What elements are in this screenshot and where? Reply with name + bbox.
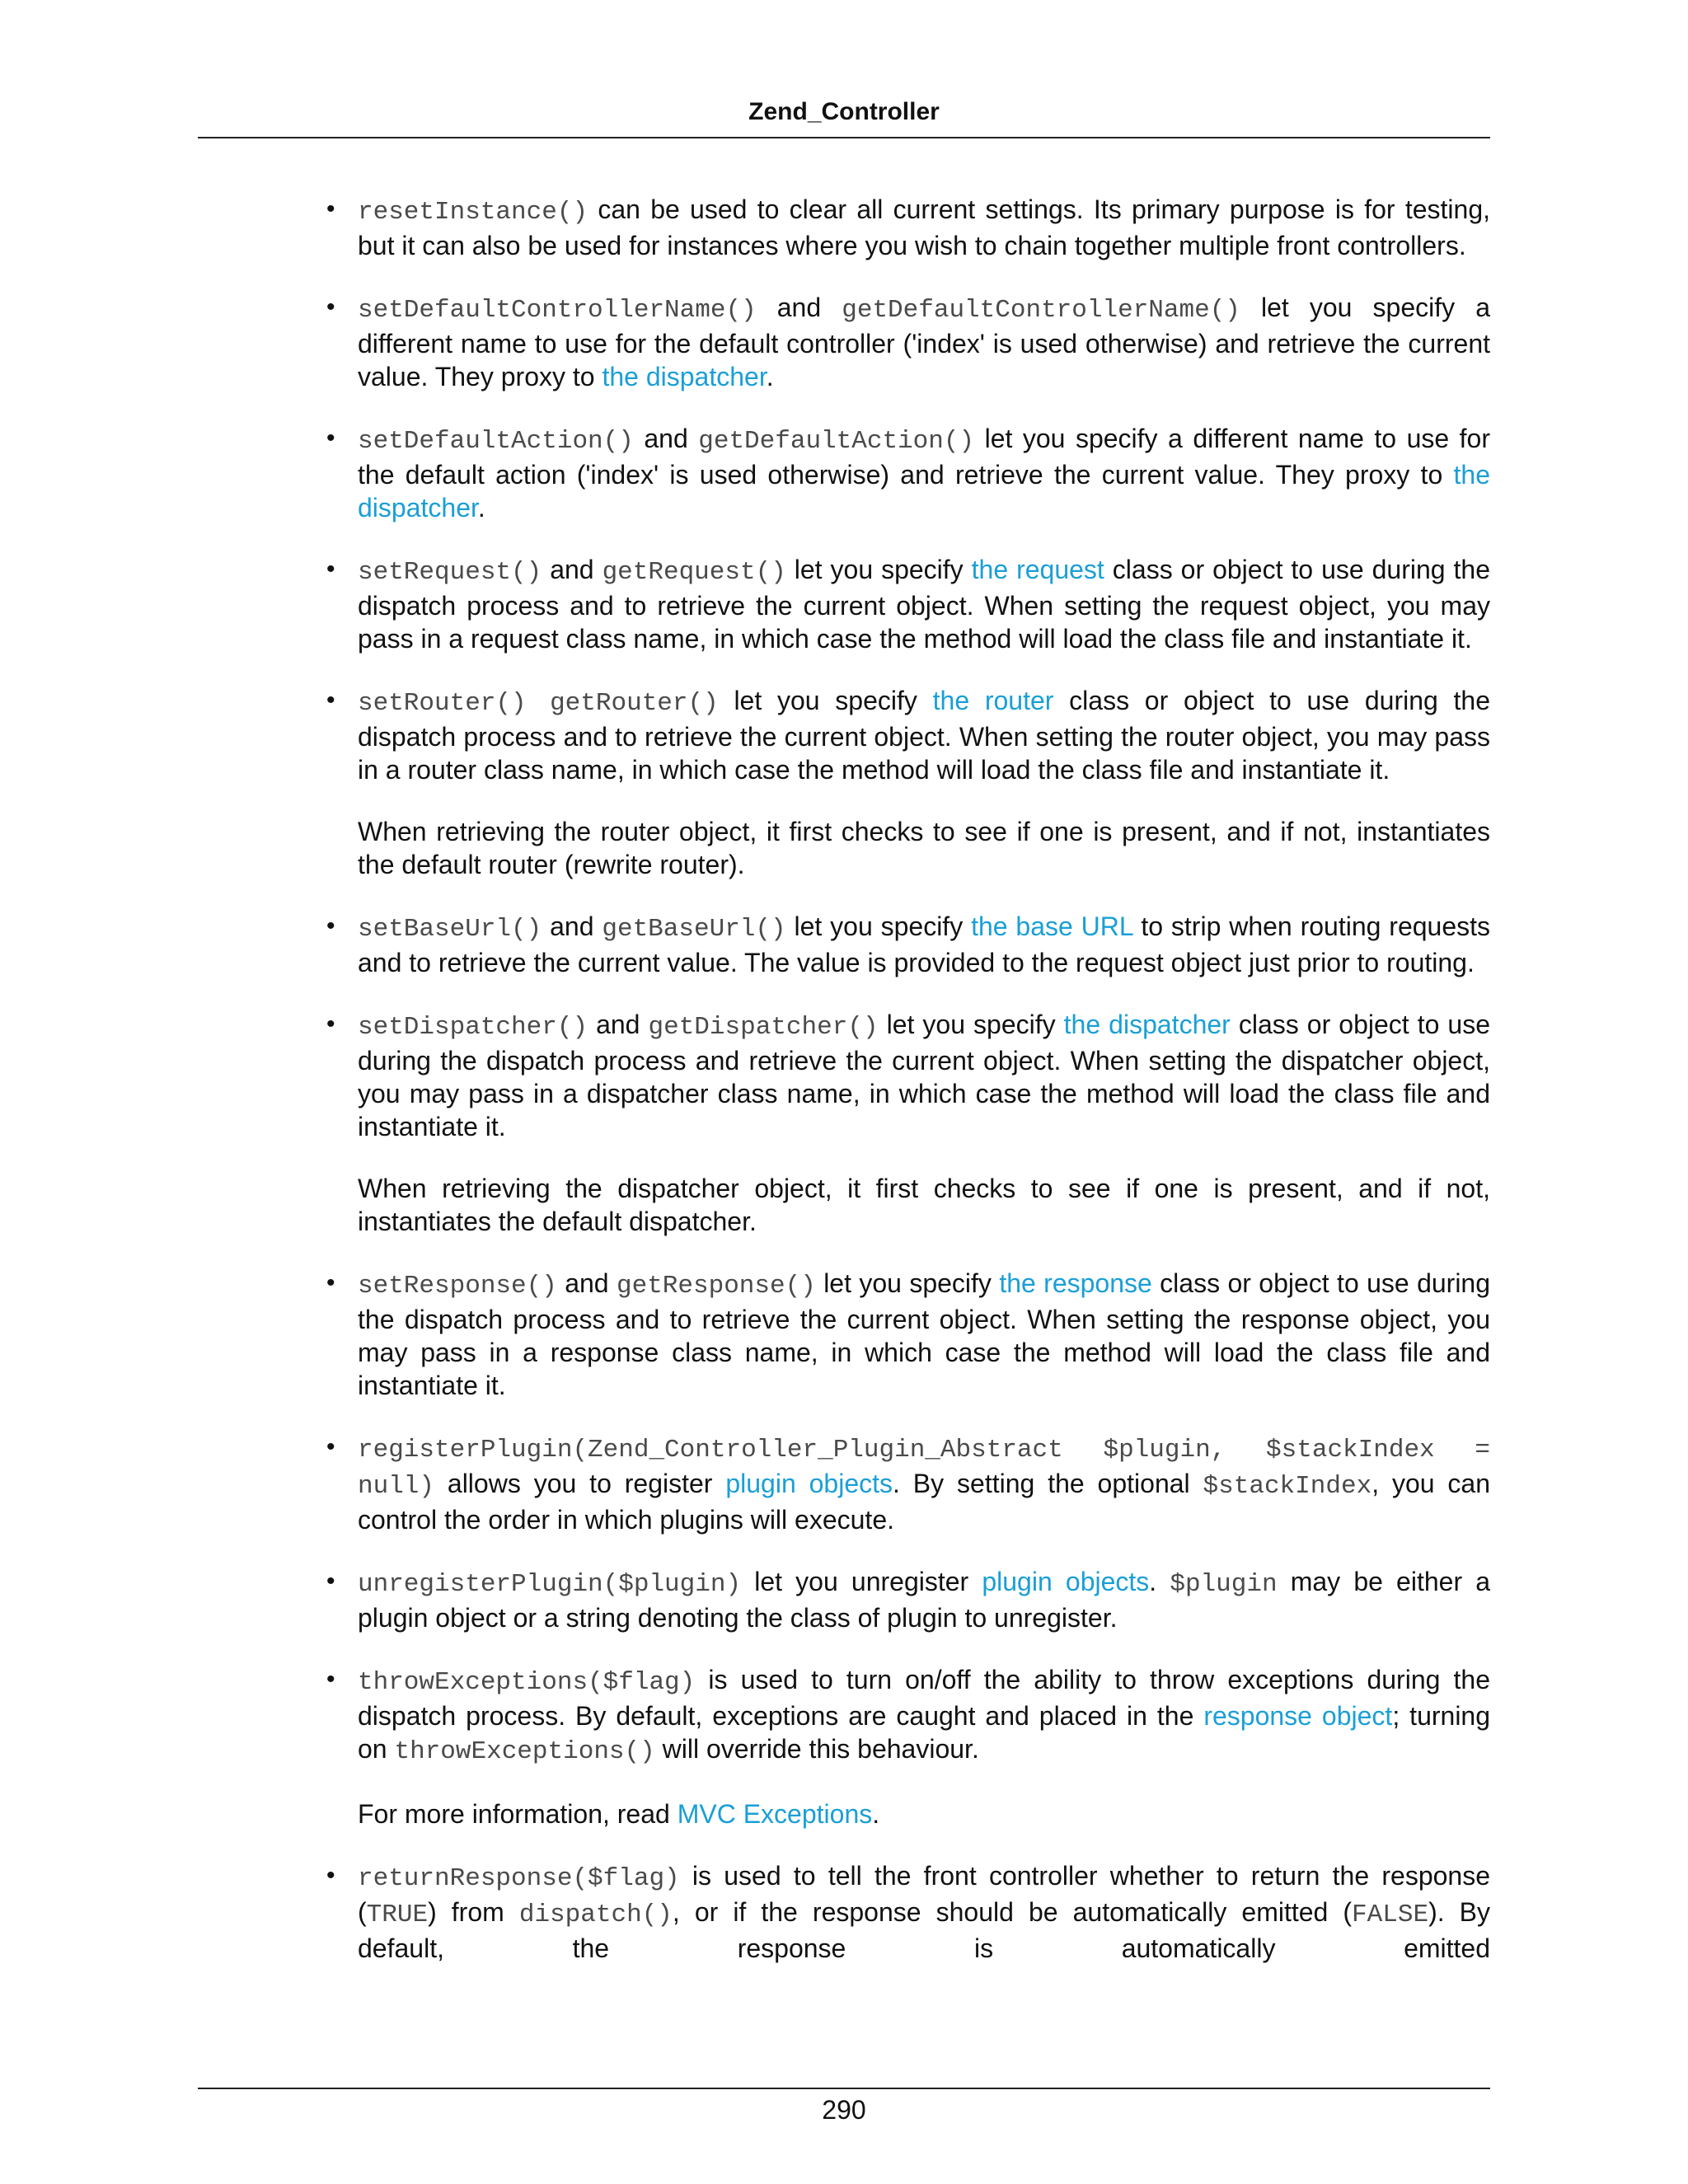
text: let you specify	[785, 555, 972, 584]
text: and	[588, 1010, 649, 1039]
text: allows you to register	[434, 1469, 726, 1498]
text: , you can control the order in which plugins will execute.	[358, 1469, 1491, 1535]
bullet: •	[326, 1666, 335, 1693]
code-throw-exceptions-flag: throwExceptions($flag)	[358, 1668, 696, 1697]
link-plugin-objects[interactable]: plugin objects	[982, 1567, 1150, 1596]
bullet: •	[326, 555, 335, 583]
list-item-text	[358, 193, 1490, 262]
code-reset-instance: resetInstance()	[358, 198, 588, 227]
text: let you specify	[718, 686, 933, 715]
text: ). By default, the response is automatically emitted	[358, 1897, 1491, 1963]
list-item-text	[358, 1859, 1490, 1965]
code-set-default-controller-name: setDefaultControllerName()	[358, 296, 757, 325]
link-the-base-url[interactable]: the base URL	[971, 912, 1133, 941]
code-return-response: returnResponse($flag)	[358, 1864, 680, 1893]
text: class or object to use during the dispatch process and to retrieve the current object. When setting the response object, you may pass in a response class name, in which case the method will load the class file and instantiate it.	[358, 1268, 1491, 1400]
running-header: Zend_Controller	[748, 98, 940, 125]
code-stack-index: $stackIndex	[1203, 1472, 1372, 1501]
bullet: •	[326, 1269, 335, 1296]
text: may be either a plugin object or a string denoting the class of plugin to unregister.	[358, 1567, 1491, 1633]
text: is used to turn on/off the ability to throw exceptions during the dispatch process. By default, exceptions are caught and placed in the	[358, 1665, 1490, 1731]
text: class or object to use during the dispatch process and to retrieve the current object. When setting the request object, you may pass in a request class name, in which case the method will load the class file and instantiate it.	[358, 555, 1491, 654]
list-item-text	[358, 422, 1490, 524]
code-get-dispatcher: getDispatcher()	[648, 1013, 879, 1042]
code-set-request: setRequest()	[358, 558, 542, 587]
text: ) from	[428, 1897, 519, 1927]
text: let you unregister	[741, 1567, 982, 1596]
text: ; turning on	[358, 1701, 1491, 1764]
text: and	[542, 912, 603, 941]
list-item-response	[326, 1267, 1491, 1402]
text: .	[872, 1799, 880, 1829]
page-number: 290	[822, 2095, 866, 2125]
list-item-unregister-plugin	[326, 1565, 1491, 1634]
text: let you specify	[878, 1010, 1064, 1039]
list-item-text	[358, 1008, 1490, 1143]
text: to strip when routing requests and to retrieve the current value. The value is provided to the request object just prior to routing.	[358, 912, 1491, 977]
code-register-plugin: registerPlugin(Zend_Controller_Plugin_Abstract $plugin, $stackIndex = null)	[358, 1436, 1490, 1501]
text: let you specify a different name to use for the default controller ('index' is used otherwise) and retrieve the current value. They proxy to	[358, 293, 1491, 391]
code-get-default-controller-name: getDefaultControllerName()	[842, 296, 1240, 325]
code-dispatch: dispatch()	[518, 1900, 673, 1929]
link-the-router[interactable]: the router	[932, 686, 1054, 715]
list-item-text	[358, 1663, 1490, 1769]
header-rule	[198, 137, 1490, 138]
text: and	[542, 555, 603, 584]
method-list	[326, 193, 1491, 1965]
text: is used to tell the front controller whether to return the response (	[358, 1861, 1490, 1927]
text: class or object to use during the dispatch process and retrieve the current object. When setting the dispatcher object, you may pass in a dispatcher class name, in which case the method will load the class file and instantiate it.	[358, 1010, 1490, 1141]
text: let you specify	[785, 912, 972, 941]
list-item-text	[358, 910, 1490, 979]
list-item-text	[358, 684, 1490, 786]
text: and	[633, 424, 699, 453]
text: class or object to use during the dispatch process and to retrieve the current object. When setting the router object, you may pass in a router class name, in which case the method will load the class file and instantiate it.	[358, 686, 1491, 785]
bullet: •	[326, 687, 335, 714]
list-item-router	[326, 684, 1491, 881]
link-the-dispatcher[interactable]: the dispatcher	[358, 460, 1490, 523]
code-throw-exceptions: throwExceptions()	[394, 1737, 655, 1766]
text: let you specify	[815, 1268, 1000, 1298]
code-get-default-action: getDefaultAction()	[698, 427, 975, 456]
list-item-text	[358, 1565, 1490, 1634]
code-set-dispatcher: setDispatcher()	[358, 1013, 588, 1042]
code-unregister-plugin: unregisterPlugin($plugin)	[358, 1570, 742, 1599]
list-item-text	[358, 291, 1490, 393]
list-item-register-plugin	[326, 1431, 1491, 1536]
code-get-request: getRequest()	[602, 558, 786, 587]
text: .	[766, 362, 774, 391]
link-response-object[interactable]: response object	[1203, 1701, 1393, 1731]
list-item-paragraph: When retrieving the router object, it first checks to see if one is present, and if not, instantiates the default router (rewrite router).	[358, 817, 1490, 879]
code-set-base-url: setBaseUrl()	[358, 915, 542, 944]
bullet: •	[326, 293, 335, 321]
footer-rule	[198, 2088, 1490, 2089]
text: and	[556, 1268, 617, 1298]
list-item-return-response	[326, 1859, 1491, 1965]
code-false: FALSE	[1352, 1900, 1429, 1929]
text: and	[756, 293, 842, 322]
bullet: •	[326, 1010, 335, 1038]
text: , or if the response should be automatically emitted (	[672, 1897, 1353, 1927]
link-plugin-objects[interactable]: plugin objects	[725, 1469, 893, 1498]
list-item-text	[358, 1267, 1490, 1402]
text: can be used to clear all current settings. Its primary purpose is for testing, but it can also be used for instances where you wish to chain together multiple front controllers.	[358, 194, 1490, 260]
bullet: •	[326, 424, 335, 452]
list-item-request	[326, 553, 1491, 655]
code-true: TRUE	[366, 1900, 429, 1929]
code-set-get-router: setRouter() getRouter()	[358, 689, 719, 718]
bullet: •	[326, 195, 335, 223]
link-the-dispatcher[interactable]: the dispatcher	[1063, 1010, 1231, 1039]
bullet: •	[326, 1568, 335, 1595]
bullet: •	[326, 912, 335, 940]
list-item-default-action	[326, 422, 1491, 524]
list-item-paragraph	[358, 1797, 1490, 1830]
page-content	[326, 193, 1491, 1994]
code-set-response: setResponse()	[358, 1272, 557, 1301]
text: let you specify a different name to use for the default action ('index' is used otherwise) and retrieve the current value. They proxy to	[358, 424, 1491, 490]
text: will override this behaviour.	[654, 1734, 979, 1764]
list-item-dispatcher	[326, 1008, 1490, 1238]
code-get-response: getResponse()	[616, 1272, 816, 1301]
link-the-dispatcher[interactable]: the dispatcher	[602, 362, 767, 391]
link-mvc-exceptions[interactable]: MVC Exceptions	[677, 1799, 873, 1829]
link-the-request[interactable]: the request	[971, 555, 1104, 584]
text: .	[477, 493, 485, 523]
text: . By setting the optional	[893, 1469, 1203, 1498]
list-item-text	[358, 553, 1490, 655]
bullet: •	[326, 1433, 335, 1460]
code-get-base-url: getBaseUrl()	[602, 915, 786, 944]
list-item-throw-exceptions	[326, 1663, 1491, 1830]
list-item-reset-instance	[326, 193, 1490, 262]
link-the-response[interactable]: the response	[999, 1268, 1152, 1298]
text: For more information, read	[358, 1799, 678, 1829]
text: .	[1149, 1567, 1170, 1596]
bullet: •	[326, 1862, 335, 1889]
list-item-base-url	[326, 910, 1491, 979]
list-item-default-controller-name	[326, 291, 1491, 393]
list-item-text	[358, 1431, 1490, 1536]
code-set-default-action: setDefaultAction()	[358, 427, 634, 456]
list-item-paragraph: When retrieving the dispatcher object, it first checks to see if one is present, and if not, instantiates the default dispatcher.	[358, 1174, 1490, 1236]
code-plugin-var: $plugin	[1170, 1570, 1278, 1599]
